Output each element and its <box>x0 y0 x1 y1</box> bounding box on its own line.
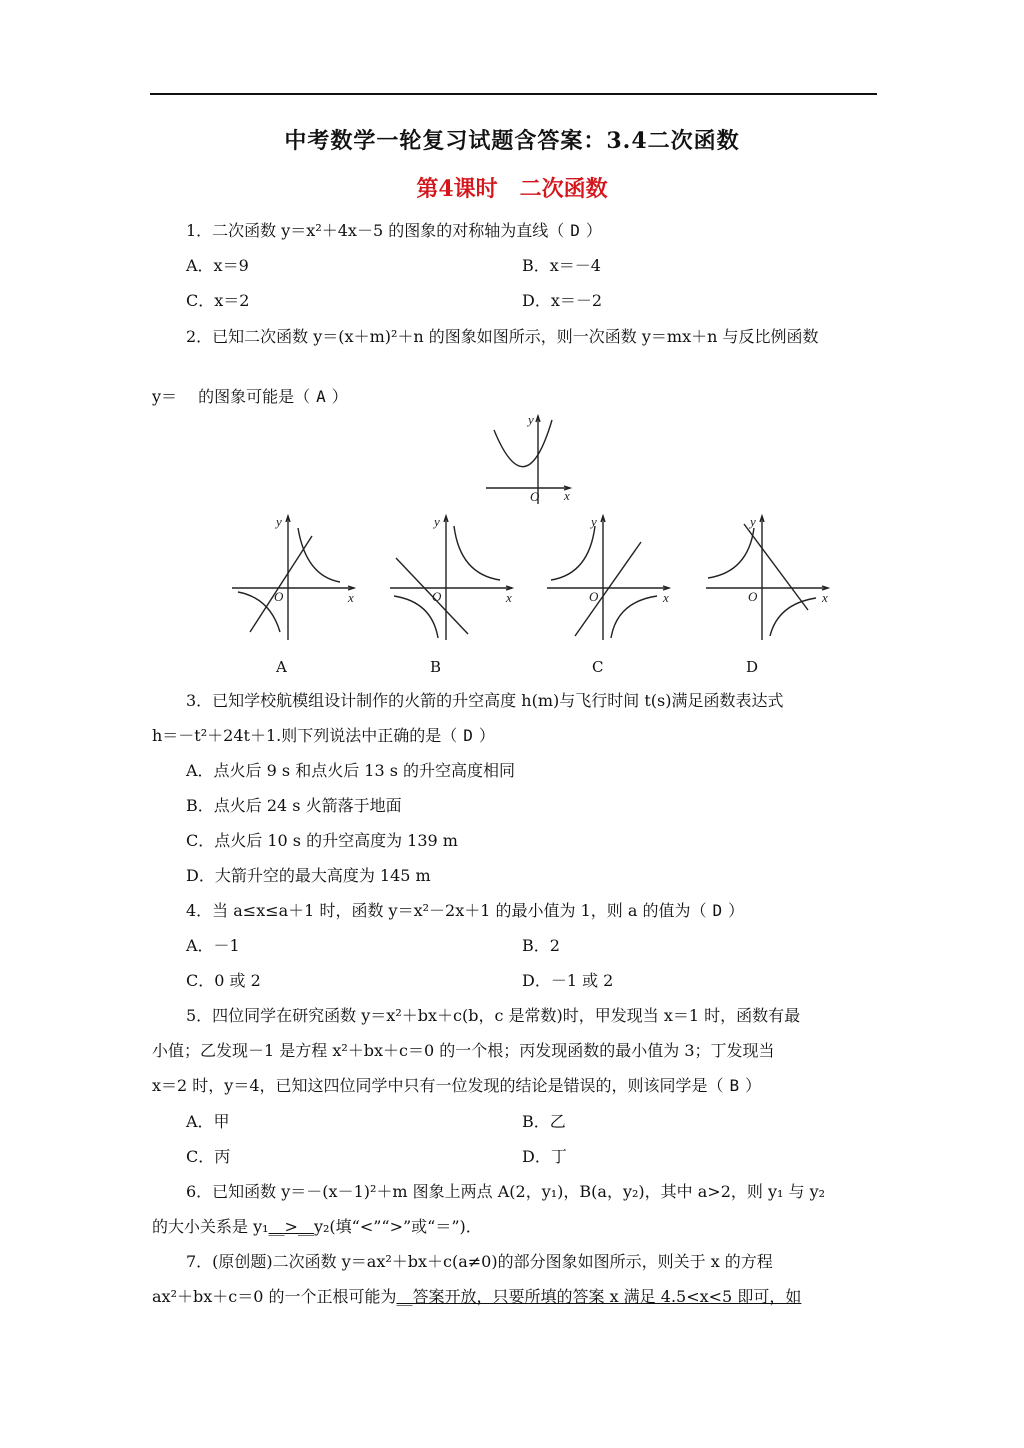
q3-option-d: D．大箭升空的最大高度为 145 m <box>186 866 431 885</box>
q4-option-a: A．－1 <box>186 936 240 955</box>
graph-c <box>545 512 675 642</box>
parabola-figure <box>484 410 584 506</box>
q4-option-b: B．2 <box>522 936 560 955</box>
svg-text:y: y <box>750 514 756 529</box>
svg-text:O: O <box>432 589 442 604</box>
q3-option-b: B．点火后 24 s 火箭落于地面 <box>186 796 402 815</box>
q5-option-a: A．甲 <box>186 1112 230 1131</box>
graph-a <box>230 512 360 642</box>
question-5-line3: x＝2 时，y＝4，已知这四位同学中只有一位发现的结论是错误的，则该同学是（ B ） <box>152 1076 762 1095</box>
question-7-line2: ax²＋bx＋c＝0 的一个正根可能为__答案开放，只要所填的答案 x 满足 4.5<x<5 即可，如 <box>152 1287 802 1306</box>
svg-text:y: y <box>276 514 282 529</box>
question-6: 6．已知函数 y＝－(x－1)²＋m 图象上两点 A(2，y₁)，B(a，y₂)，其中 a>2，则 y₁ 与 y₂ <box>186 1182 826 1201</box>
svg-text:x: x <box>663 590 669 605</box>
q3-option-a: A．点火后 9 s 和点火后 13 s 的升空高度相同 <box>186 761 516 780</box>
section-subtitle: 第4课时 二次函数 <box>416 176 608 202</box>
answer-5: B <box>729 1076 740 1095</box>
svg-text:O: O <box>274 589 284 604</box>
svg-text:O: O <box>748 589 758 604</box>
question-3-cont: h＝－t²＋24t＋1.则下列说法中正确的是（ D ） <box>152 726 495 745</box>
y-axis-label: y <box>528 412 534 427</box>
hyperbola-branch <box>611 596 657 638</box>
parabola-curve <box>494 420 552 467</box>
svg-text:y: y <box>434 514 440 529</box>
question-5: 5．四位同学在研究函数 y＝x²＋bx＋c(b，c 是常数)时，甲发现当 x＝1 时，函数有最 <box>186 1006 801 1025</box>
graph-label-c: C <box>592 658 604 676</box>
question-5-line2: 小值；乙发现－1 是方程 x²＋bx＋c＝0 的一个根；丙发现函数的最小值为 3；丁发现当 <box>152 1041 775 1060</box>
answer-4: D <box>712 901 723 920</box>
linear-line <box>250 536 312 632</box>
q1-option-c: C．x＝2 <box>186 291 250 310</box>
page-title: 中考数学一轮复习试题含答案：3.4二次函数 <box>284 128 740 154</box>
q1-option-a: A．x＝9 <box>186 256 249 275</box>
q4-option-d: D．－1 或 2 <box>522 971 614 990</box>
hyperbola-branch <box>298 528 340 582</box>
header-rule <box>150 93 877 95</box>
svg-text:x: x <box>506 590 512 605</box>
svg-text:x: x <box>348 590 354 605</box>
origin-label: O <box>530 489 540 504</box>
question-7: 7．(原创题)二次函数 y＝ax²＋bx＋c(a≠0)的部分图象如图所示，则关于 x 的方程 <box>186 1252 773 1271</box>
question-1: 1．二次函数 y＝x²＋4x－5 的图象的对称轴为直线（ D ） <box>186 221 602 240</box>
x-axis-label: x <box>564 488 570 503</box>
graph-label-a: A <box>276 658 287 676</box>
q4-option-c: C．0 或 2 <box>186 971 261 990</box>
question-4: 4．当 a≤x≤a＋1 时，函数 y＝x²－2x＋1 的最小值为 1，则 a 的值为（ D ） <box>186 901 745 920</box>
q5-option-b: B．乙 <box>522 1112 566 1131</box>
hyperbola-branch <box>708 528 754 578</box>
graph-d <box>704 512 834 642</box>
q1-option-b: B．x＝－4 <box>522 256 601 275</box>
svg-text:y: y <box>591 514 597 529</box>
answer-1: D <box>570 221 580 240</box>
hyperbola-branch <box>770 598 816 636</box>
question-3: 3．已知学校航模组设计制作的火箭的升空高度 h(m)与飞行时间 t(s)满足函数表达式 <box>186 691 784 710</box>
svg-text:O: O <box>589 589 599 604</box>
graph-label-d: D <box>746 658 759 676</box>
hyperbola-branch <box>551 526 595 580</box>
hyperbola-branch <box>454 526 500 580</box>
answer-3: D <box>463 726 473 745</box>
answer-7: __答案开放，只要所填的答案 x 满足 4.5<x<5 即可，如 <box>396 1287 802 1306</box>
question-2-cont: y＝ 的图象可能是（ A ） <box>152 387 348 406</box>
q5-option-c: C．丙 <box>186 1147 231 1166</box>
q5-option-d: D．丁 <box>522 1147 567 1166</box>
question-6-line2: 的大小关系是 y₁__>__y₂(填“<”“>”或“＝”)． <box>152 1217 482 1236</box>
answer-6: __>__ <box>268 1217 314 1236</box>
q1-option-d: D．x＝－2 <box>522 291 603 310</box>
graph-label-b: B <box>430 658 442 676</box>
graph-b <box>388 512 518 642</box>
answer-2: A <box>316 387 326 406</box>
linear-line <box>575 542 641 636</box>
svg-text:x: x <box>822 590 828 605</box>
q3-option-c: C．点火后 10 s 的升空高度为 139 m <box>186 831 458 850</box>
question-2: 2．已知二次函数 y＝(x＋m)²＋n 的图象如图所示，则一次函数 y＝mx＋n 与反比例函数 <box>186 327 819 346</box>
